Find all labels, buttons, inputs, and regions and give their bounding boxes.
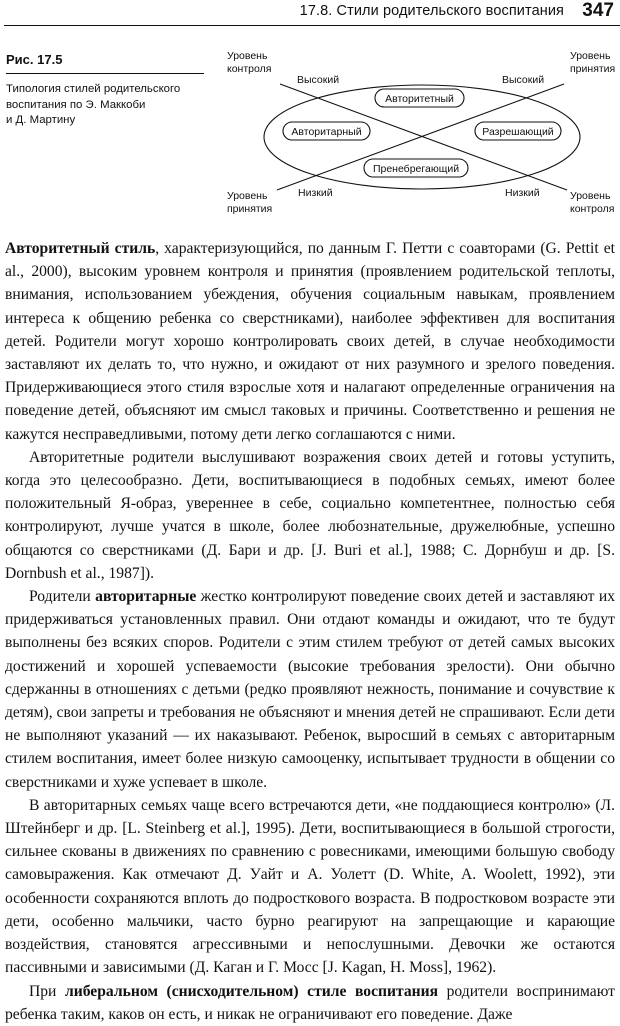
text-run: Родители xyxy=(29,588,96,606)
text-run: родители воспринимают ребенка таким, каков он есть, и никак не ограничивают его поведение. Даже xyxy=(5,982,615,1023)
page-number: 347 xyxy=(582,0,614,21)
paragraph xyxy=(5,237,615,446)
page-header xyxy=(0,0,620,30)
style-label-authoritarian: Авторитарный xyxy=(291,126,362,138)
level-high-left: Высокий xyxy=(297,74,340,86)
style-label-permissive: Разрешающий xyxy=(482,126,554,138)
text-run: Авторитетные родители выслушивают возражения своих детей и готовы уступить, когда это целесообразно. Дети, воспитывающиеся в подобных семьях, имеют более положительный Я-образ, увереннее в себе, социально компетентнее, полностью себя контролируют, лучше учатся в школе, более любознательные, дружелюбные, успешно общаются со сверстниками (Д. Бари и др. [J. Buri et al.], 1988; С. Дорнбуш и др. [S. Dornbush et al., 1987]). xyxy=(5,448,615,582)
paragraph xyxy=(5,446,615,585)
bold-term: авторитарные xyxy=(95,588,197,606)
parenting-styles-diagram xyxy=(222,44,620,222)
paragraph xyxy=(5,794,615,980)
bold-term: Авторитетный стиль xyxy=(5,240,156,257)
level-low-left: Низкий xyxy=(298,187,333,199)
paragraph xyxy=(5,585,615,794)
figure-label: Рис. 17.5 xyxy=(6,52,63,67)
text-run: жестко контролируют поведение своих детей и заставляют их придерживаться установленных правил. Они отдают команды и ожидают, что те будут выполнены без всяких споров. Родители с этим стилем требуют от детей самых высоких достижений и хорошей успеваемости (высокие требования зрелости). Они обычно сдержанны в отношениях с детьми (редко проявляют нежность, понимание и сочувствие к детям), свои запреты и требования не объясняют и мнения детей не спрашивают. Если дети не выполняют указаний — их наказывают. Ребенок, выросший в семьях с авторитарным стилем воспитания, имеет более низкую самооценку, испытывает трудности в общении со сверстниками и хуже успевает в школе. xyxy=(5,588,615,791)
running-title: 17.8. Стили родительского воспитания xyxy=(299,3,564,19)
level-high-right: Высокий xyxy=(502,74,545,86)
corner-label-bottom-left: Уровень принятия xyxy=(227,190,273,215)
corner-label-top-left: Уровень контроля xyxy=(227,50,272,75)
body-text xyxy=(5,237,615,1026)
header-rule xyxy=(4,25,620,26)
level-low-right: Низкий xyxy=(505,187,540,199)
bold-term: либеральном (снисходительном) стиле воспитания xyxy=(64,982,439,1000)
text-run: , характеризующийся, по данным Г. Петти с соавторами (G. Pettit et al., 2000), высоким уровнем контроля и принятия (проявлением родительской теплоты, внимания, использованием убеждения, обучения социальным навыкам, проявлением интереса к общению ребенка со сверстниками), наиболее эффективен для воспитания детей. Родители могут хорошо контролировать своих детей, в случае необходимости заставляют их делать то, что нужно, и ожидают от них разумного и зрелого поведения. Придерживающиеся этого стиля взрослые хотя и налагают определенные ограничения на поведение детей, объясняют им смысл таковых и причины. Соответственно и решения не кажутся несправедливыми, потому дети легко соглашаются с ними. xyxy=(5,240,615,443)
text-run: При xyxy=(29,982,65,1000)
paragraph xyxy=(5,980,615,1026)
figure-caption: Типология стилей родительского воспитания по Э. Маккоби и Д. Мартину xyxy=(6,83,181,126)
text-run: В авторитарных семьях чаще всего встречаются дети, «не поддающиеся контролю» (Л. Штейнберг и др. [L. Steinberg et al.], 1995). Дети, воспитывающиеся в большой строгости, сильнее скованы в движениях по сравнению с ровесниками, имеющими большую свободу самовыражения. Как отмечают Д. Уайт и А. Уолетт (D. White, A. Woolett, 1992), эти особенности сохраняются вплоть до подросткового возраста. В подростковом возрасте эти дети, особенно мальчики, часто бурно реагируют на запрещающие и карающие воздействия, становятся агрессивными и непослушными. Девочки же остаются пассивными и зависимыми (Д. Каган и Г. Мосс [J. Kagan, H. Moss], 1962). xyxy=(5,796,615,977)
corner-label-bottom-right: Уровень контроля xyxy=(570,190,615,215)
figure-caption-block xyxy=(6,52,206,129)
corner-label-top-right: Уровень принятия xyxy=(570,50,616,75)
style-label-neglectful: Пренебрегающий xyxy=(372,163,460,175)
style-label-authoritative: Авторитетный xyxy=(385,93,454,105)
caption-rule xyxy=(6,73,204,74)
